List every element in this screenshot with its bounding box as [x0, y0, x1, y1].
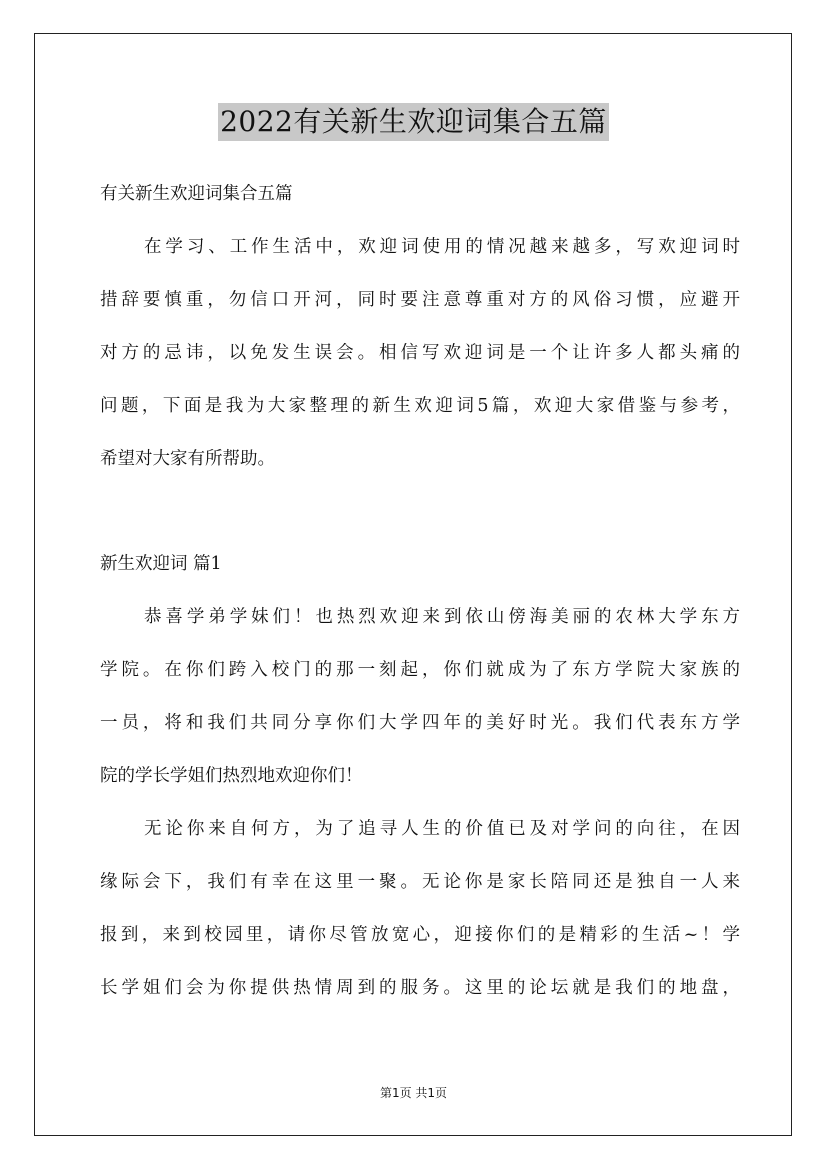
section-spacer: [100, 494, 740, 546]
para1-line-4: 院的学长学姐们热烈地欢迎你们！: [100, 766, 363, 786]
intro-line-5: 希望对大家有所帮助。: [100, 449, 275, 469]
page-footer: 第1页 共1页: [379, 1086, 448, 1100]
para1-line-1: 恭喜学弟学妹们！也热烈欢迎来到依山傍海美丽的农林大学东方: [144, 607, 740, 627]
para2-line-2: 缘际会下，我们有幸在这里一聚。无论你是家长陪同还是独自一人来: [100, 872, 740, 892]
section-heading: 新生欢迎词 篇1: [100, 554, 222, 574]
document-title: 2022有关新生欢迎词集合五篇: [218, 103, 609, 141]
para2-line-3: 报到，来到校园里，请你尽管放宽心，迎接你们的是精彩的生活~！学: [100, 925, 740, 945]
subtitle-line: 有关新生欢迎词集合五篇: [100, 184, 293, 204]
intro-line-4: 问题，下面是我为大家整理的新生欢迎词5篇，欢迎大家借鉴与参考，: [100, 396, 740, 416]
para1-line-3: 一员，将和我们共同分享你们大学四年的美好时光。我们代表东方学: [100, 713, 740, 733]
intro-line-1: 在学习、工作生活中，欢迎词使用的情况越来越多，写欢迎词时: [144, 237, 740, 257]
para2-line-1: 无论你来自何方，为了追寻人生的价值已及对学问的向往，在因: [144, 819, 740, 839]
para1-line-2: 学院。在你们跨入校门的那一刻起，你们就成为了东方学院大家族的: [100, 660, 740, 680]
intro-line-2: 措辞要慎重，勿信口开河，同时要注意尊重对方的风俗习惯，应避开: [100, 290, 740, 310]
document-body: [100, 176, 740, 1023]
para2-line-4: 长学姐们会为你提供热情周到的服务。这里的论坛就是我们的地盘，: [100, 978, 740, 998]
title-container: [0, 103, 827, 141]
intro-line-3: 对方的忌讳，以免发生误会。相信写欢迎词是一个让许多人都头痛的: [100, 343, 740, 363]
